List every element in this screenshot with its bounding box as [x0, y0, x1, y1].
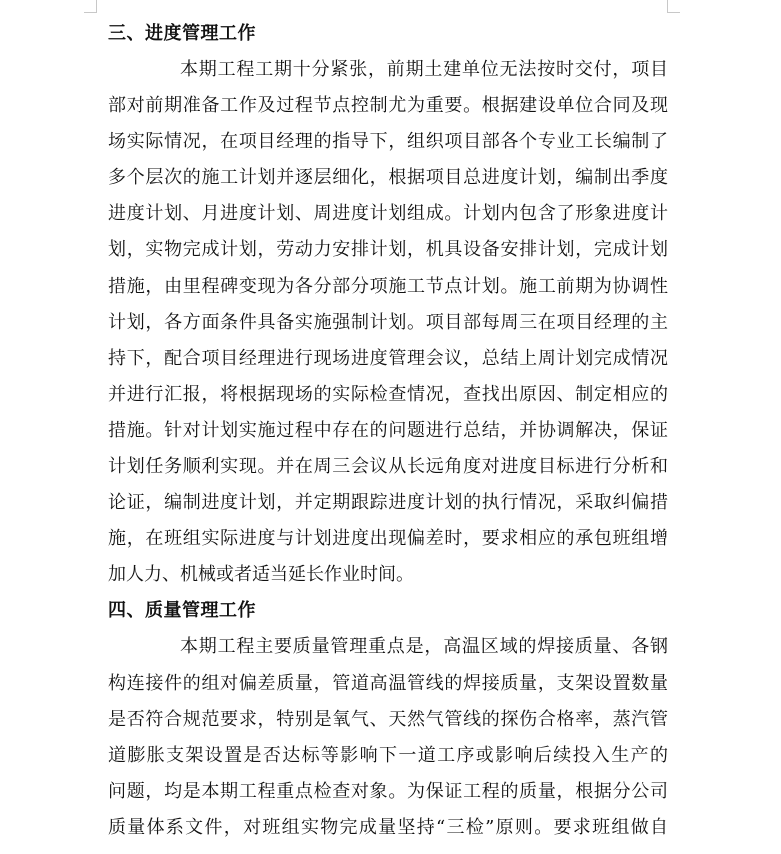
text-line: 论证，编制进度计划，并定期跟踪进度计划的执行情况，采取纠偏措 [108, 492, 668, 514]
text-line: 构连接件的组对偏差质量，管道高温管线的焊接质量，支架设置数量 [108, 672, 668, 694]
text-line: 是否符合规范要求，特别是氧气、天然气管线的探伤合格率，蒸汽管 [108, 708, 668, 730]
text-line: 本期工程工期十分紧张，前期土建单位无法按时交付，项目 [180, 59, 668, 80]
text-line: 问题，均是本期工程重点检查对象。为保证工程的质量，根据分公司 [108, 780, 668, 802]
text-line: 质量体系文件，对班组实物完成量坚持“三检”原则。要求班组做自 [108, 816, 668, 838]
text-line: 计划，各方面条件具备实施强制计划。项目部每周三在项目经理的主 [108, 311, 668, 333]
section-heading-quality: 四、质量管理工作 [108, 600, 256, 622]
paragraph-quality [108, 629, 668, 846]
text-line: 场实际情况，在项目经理的指导下，组织项目部各个专业工长编制了 [108, 131, 668, 153]
page-corner-mark-right [667, 0, 680, 13]
text-line: 进度计划、月进度计划、周进度计划组成。计划内包含了形象进度计 [108, 203, 668, 225]
text-line: 计划任务顺利实现。并在周三会议从长远角度对进度目标进行分析和 [108, 456, 668, 478]
text-line: 部对前期准备工作及过程节点控制尤为重要。根据建设单位合同及现 [108, 95, 668, 117]
document-body [108, 16, 668, 846]
page-corner-mark-left [84, 0, 97, 13]
text-line: 加人力、机械或者适当延长作业时间。 [108, 564, 414, 586]
text-line: 道膨胀支架设置是否达标等影响下一道工序或影响后续投入生产的 [108, 744, 668, 766]
text-line: 划，实物完成计划，劳动力安排计划，机具设备安排计划，完成计划 [108, 239, 668, 261]
text-line: 持下，配合项目经理进行现场进度管理会议，总结上周计划完成情况 [108, 347, 668, 369]
text-line: 施，在班组实际进度与计划进度出现偏差时，要求相应的承包班组增 [108, 528, 668, 550]
text-line: 措施，由里程碑变现为各分部分项施工节点计划。施工前期为协调性 [108, 275, 668, 297]
text-line: 本期工程主要质量管理重点是，高温区域的焊接质量、各钢 [180, 636, 668, 658]
text-line: 措施。针对计划实施过程中存在的问题进行总结，并协调解决，保证 [108, 419, 668, 441]
text-line: 多个层次的施工计划并逐层细化，根据项目总进度计划，编制出季度 [108, 167, 668, 189]
paragraph-progress [108, 52, 668, 593]
text-line: 并进行汇报，将根据现场的实际检查情况，查找出原因、制定相应的 [108, 383, 668, 405]
section-heading-progress: 三、进度管理工作 [108, 23, 256, 44]
